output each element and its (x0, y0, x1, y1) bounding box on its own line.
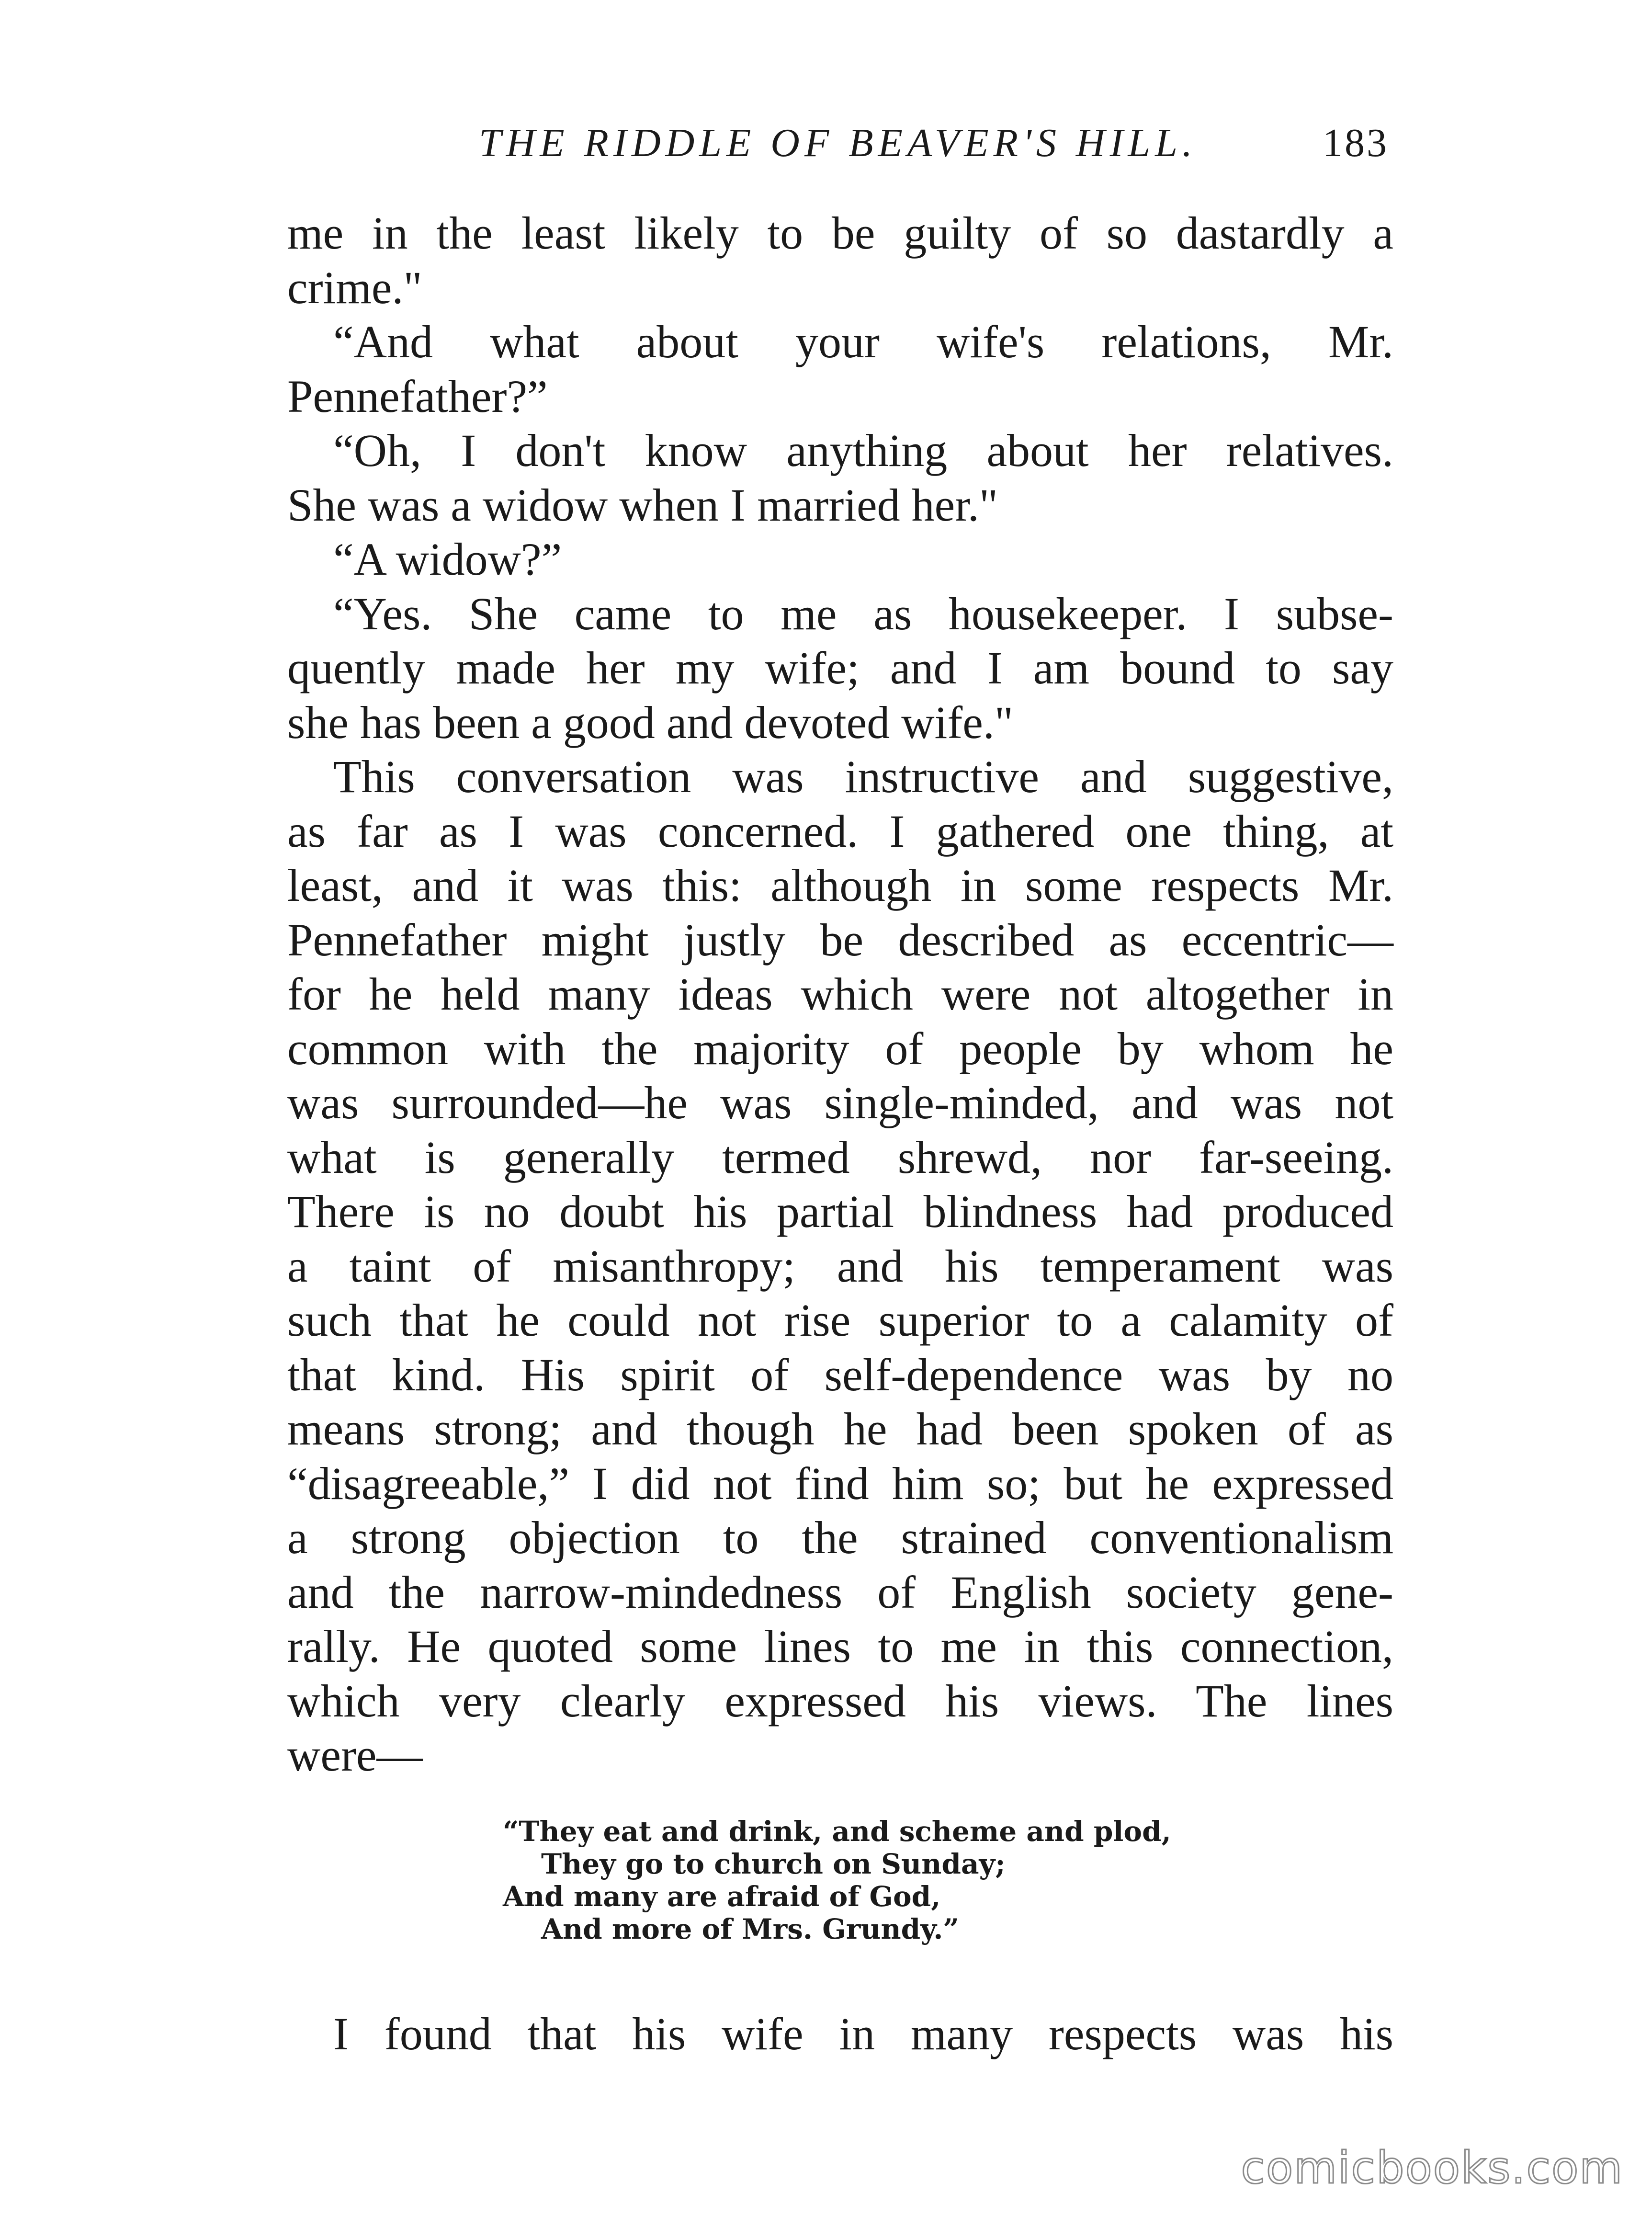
text-line: “Yes. She came to me as housekeeper. I subse- (333, 588, 1393, 639)
running-head (287, 120, 1389, 172)
text-line: what is generally termed shrewd, nor far-seeing. (287, 1131, 1393, 1183)
text-line: such that he could not rise superior to a calamity of (287, 1295, 1393, 1346)
text-line: Pennefather?” (287, 370, 548, 422)
verse-line: And many are afraid of God, (503, 1880, 941, 1913)
body-text (287, 206, 1393, 1783)
text-line: a taint of misanthropy; and his temperament was (287, 1240, 1393, 1292)
text-line: “And what about your wife's relations, Mr. (333, 316, 1393, 367)
text-line: rally. He quoted some lines to me in this connection, (287, 1621, 1393, 1672)
text-line: Pennefather might justly be described as eccentric— (287, 914, 1393, 966)
text-line: crime." (287, 261, 422, 313)
text-line: and the narrow-mindedness of English society gene- (287, 1566, 1393, 1618)
text-line: was surrounded—he was single-minded, and was not (287, 1077, 1393, 1128)
text-line: which very clearly expressed his views. The lines (287, 1675, 1393, 1727)
text-line: least, and it was this: although in some respects Mr. (287, 860, 1393, 911)
text-line: that kind. His spirit of self-dependence was by no (287, 1349, 1393, 1400)
text-line: for he held many ideas which were not altogether in (287, 968, 1393, 1020)
text-line: This conversation was instructive and suggestive, (333, 751, 1393, 802)
final-paragraph (287, 2007, 1393, 2061)
verse-line: They go to church on Sunday; (541, 1848, 1006, 1880)
text-line: quently made her my wife; and I am bound to say (287, 642, 1393, 693)
running-title: THE RIDDLE OF BEAVER'S HILL. (478, 121, 1197, 165)
text-line: were— (287, 1729, 423, 1781)
text-line: she has been a good and devoted wife." (287, 696, 1014, 748)
verse-quotation (503, 1815, 1317, 1945)
text-line: There is no doubt his partial blindness had produced (287, 1186, 1393, 1237)
text-line: She was a widow when I married her." (287, 479, 998, 531)
text-line: a strong objection to the strained conventionalism (287, 1512, 1393, 1563)
text-line: I found that his wife in many respects was his (333, 2008, 1393, 2059)
verse-line: And more of Mrs. Grundy.” (541, 1913, 959, 1945)
watermark: comicbooks.com (1241, 2142, 1623, 2193)
text-line: “Oh, I don't know anything about her relatives. (333, 425, 1393, 476)
text-line: “A widow?” (333, 534, 562, 585)
text-line: common with the majority of people by whom he (287, 1023, 1393, 1074)
verse-line: “They eat and drink, and scheme and plod, (503, 1815, 1171, 1848)
page-number: 183 (1323, 121, 1389, 165)
text-line: me in the least likely to be guilty of so dastardly a (287, 207, 1393, 259)
text-line: “disagreeable,” I did not find him so; but he expressed (287, 1457, 1393, 1509)
text-line: means strong; and though he had been spoken of as (287, 1403, 1393, 1454)
text-line: as far as I was concerned. I gathered one thing, at (287, 805, 1393, 857)
